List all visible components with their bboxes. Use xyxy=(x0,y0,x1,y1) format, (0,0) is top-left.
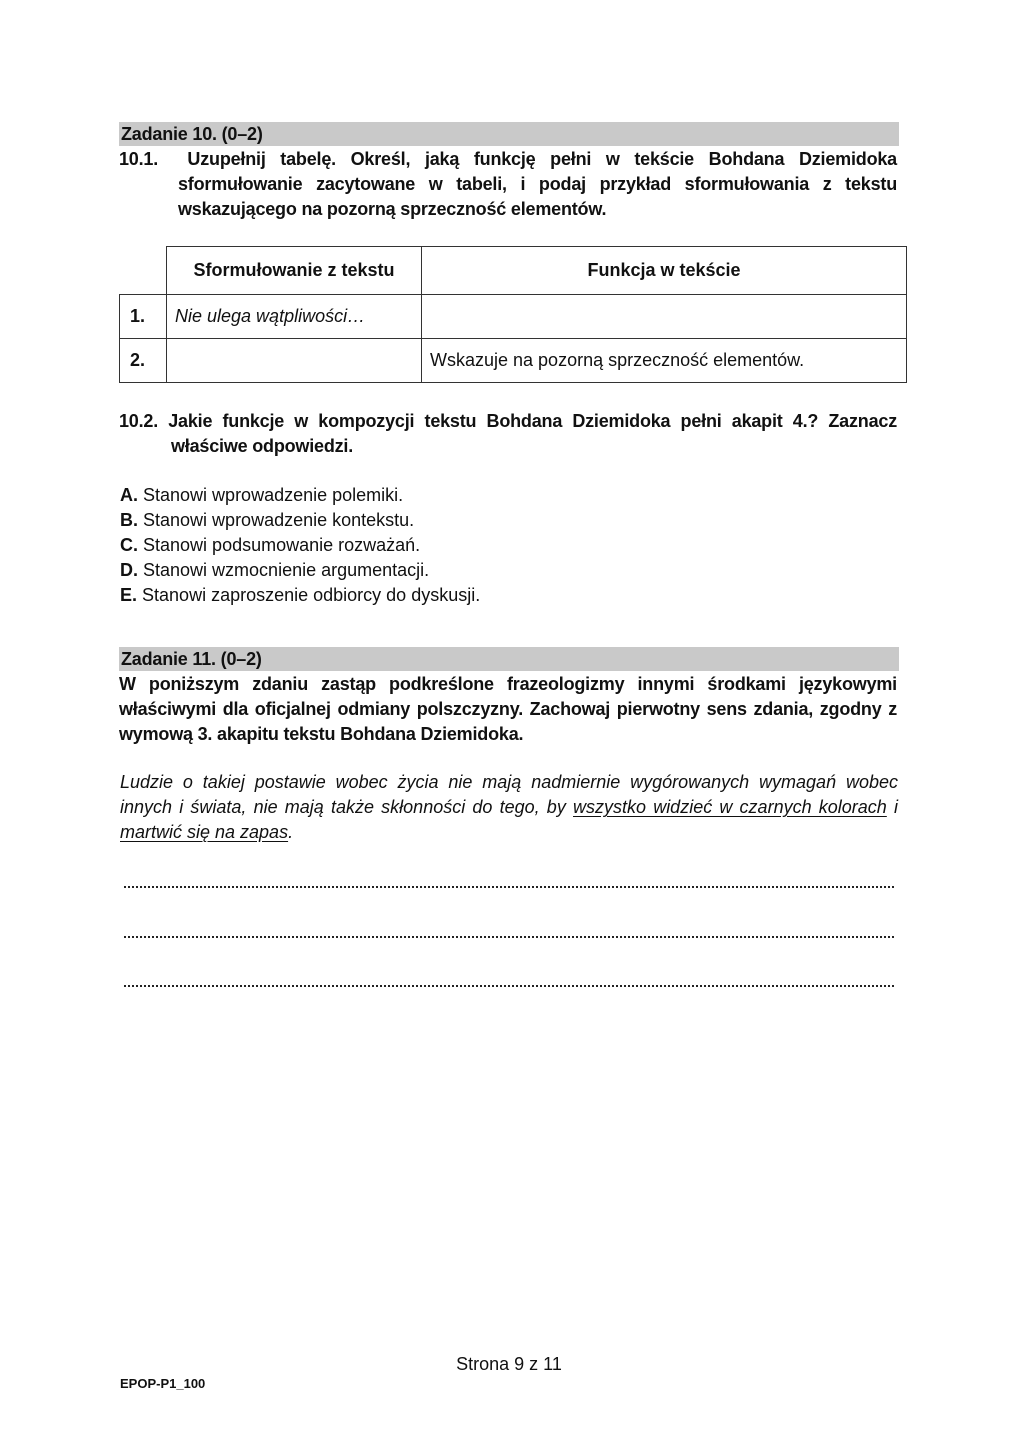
quote-part-1: Ludzie o takiej postawie wobec życia nie mają nadmiernie wygórowanych wymagań wobec innych i świata, nie mają także skłonności do tego, by xyxy=(120,772,898,817)
phrase-cell: Nie ulega wątpliwości… xyxy=(167,295,422,339)
answer-line[interactable] xyxy=(124,983,894,987)
task-11-quote xyxy=(120,770,898,845)
exam-code: EPOP-P1_100 xyxy=(120,1376,206,1391)
option-b[interactable] xyxy=(120,508,480,533)
task-10-2-number: 10.2. xyxy=(119,411,159,431)
table-header-row xyxy=(120,247,907,295)
table-row xyxy=(120,339,907,383)
task-10-2-text xyxy=(119,409,897,459)
option-c[interactable] xyxy=(120,533,480,558)
task-10-1-instruction xyxy=(119,147,897,222)
answer-options xyxy=(120,483,480,608)
task-11-instruction: W poniższym zdaniu zastąp podkreślone frazeologizmy innymi środkami językowymi właściwymi dla oficjalnej odmiany polszczyzny. Zachowaj pierwotny sens zdania, zgodny z wymową 3. akapitu tekstu Bohdana Dziemidoka. xyxy=(119,674,897,744)
task-10-2-instruction xyxy=(119,409,897,459)
function-cell: Wskazuje na pozorną sprzeczność elementów. xyxy=(422,339,907,383)
table-header-number xyxy=(120,247,167,295)
table-header-phrase: Sformułowanie z tekstu xyxy=(167,247,422,295)
option-letter: D. xyxy=(120,560,138,580)
answer-line[interactable] xyxy=(124,934,894,938)
task-10-1-text xyxy=(119,147,897,222)
page-number: Strona 9 z 11 xyxy=(456,1354,562,1374)
option-d[interactable] xyxy=(120,558,480,583)
option-letter: E. xyxy=(120,585,138,605)
answer-line[interactable] xyxy=(124,884,894,888)
task-11-header: Zadanie 11. (0–2) xyxy=(119,647,899,671)
function-answer-cell[interactable] xyxy=(422,295,907,339)
option-text: Stanowi zaproszenie odbiorcy do dyskusji. xyxy=(142,585,481,605)
quote-part-2: i xyxy=(886,797,898,817)
quote-part-3: . xyxy=(288,822,294,842)
underlined-phrase-2: martwić się na zapas xyxy=(120,822,289,842)
option-letter: B. xyxy=(120,510,138,530)
table-row xyxy=(120,295,907,339)
phrase-answer-cell[interactable] xyxy=(167,339,422,383)
option-letter: A. xyxy=(120,485,138,505)
row-number: 1. xyxy=(120,295,167,339)
row-number: 2. xyxy=(120,339,167,383)
answer-table xyxy=(119,246,907,383)
task-10-1-instruction-text: Uzupełnij tabelę. Określ, jaką funkcję pełni w tekście Bohdana Dziemidoka sformułowanie zacytowane w tabeli, i podaj przykład sformułowania z tekstu wskazującego na pozorną sprzeczność elementów. xyxy=(178,149,897,219)
option-e[interactable] xyxy=(120,583,480,608)
task-10-header: Zadanie 10. (0–2) xyxy=(119,122,899,146)
task-10-1-number: 10.1. xyxy=(119,149,159,169)
option-text: Stanowi wzmocnienie argumentacji. xyxy=(143,560,430,580)
task-10-2-instruction-text: Jakie funkcje w kompozycji tekstu Bohdana Dziemidoka pełni akapit 4.? Zaznacz właściwe odpowiedzi. xyxy=(168,411,897,456)
option-text: Stanowi wprowadzenie polemiki. xyxy=(143,485,404,505)
option-a[interactable] xyxy=(120,483,480,508)
option-text: Stanowi podsumowanie rozważań. xyxy=(143,535,421,555)
option-letter: C. xyxy=(120,535,138,555)
underlined-phrase-1: wszystko widzieć w czarnych kolorach xyxy=(573,797,887,817)
option-text: Stanowi wprowadzenie kontekstu. xyxy=(143,510,415,530)
table-header-function: Funkcja w tekście xyxy=(422,247,907,295)
